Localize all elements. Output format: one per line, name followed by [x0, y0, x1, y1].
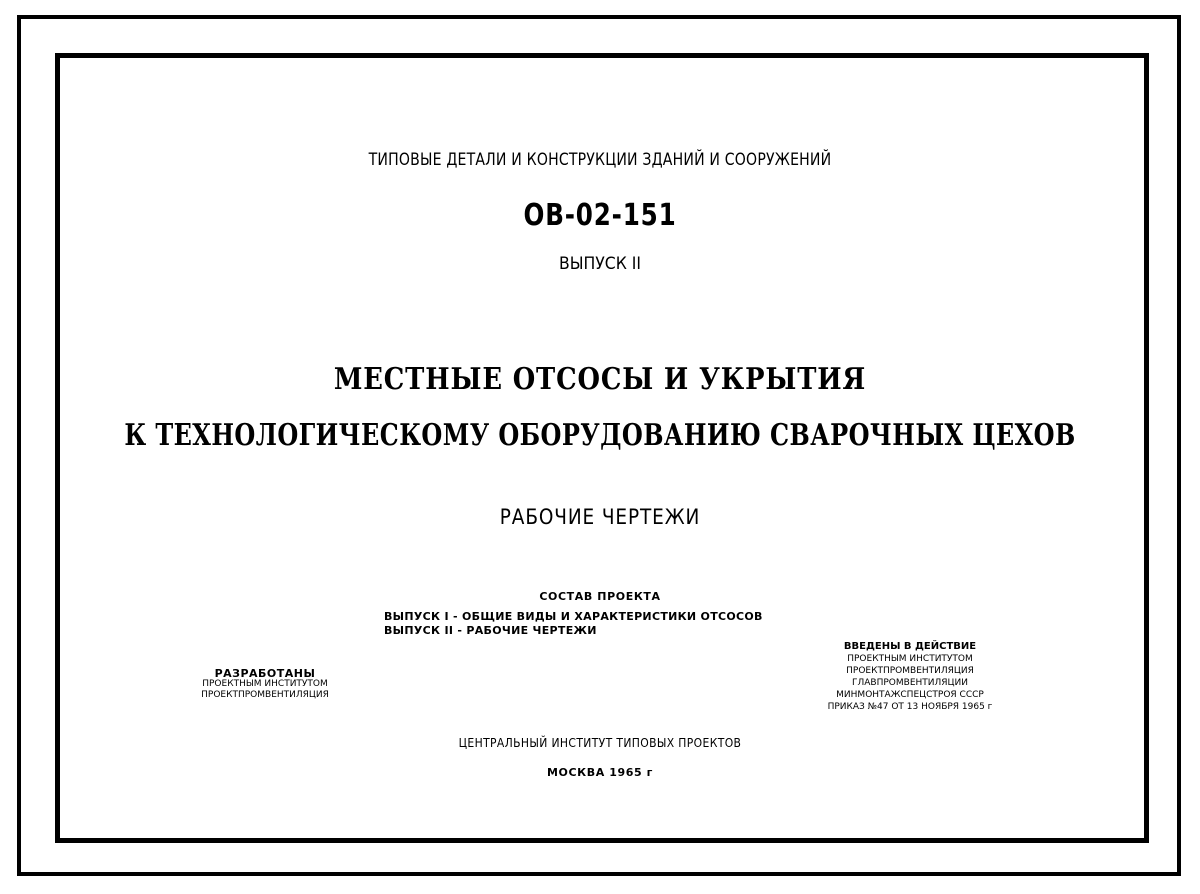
developed-by-block [140, 668, 390, 701]
composition-item: ВЫПУСК I - ОБЩИЕ ВИДЫ И ХАРАКТЕРИСТИКИ ОТСОСОВ [384, 610, 763, 623]
introduced-heading: ВВЕДЕНЫ В ДЕЙСТВИЕ [843, 641, 977, 652]
publisher-institute: ЦЕНТРАЛЬНЫЙ ИНСТИТУТ ТИПОВЫХ ПРОЕКТОВ [458, 736, 742, 750]
developed-by-line: ПРОЕКТПРОМВЕНТИЛЯЦИЯ [201, 690, 329, 700]
document-code: ОВ-02-151 [523, 198, 677, 233]
city-year: МОСКВА 1965 г [546, 766, 654, 779]
composition-heading: СОСТАВ ПРОЕКТА [539, 590, 661, 603]
introduced-line: ГЛАВПРОМВЕНТИЛЯЦИИ [852, 678, 968, 688]
composition-item: ВЫПУСК II - РАБОЧИЕ ЧЕРТЕЖИ [384, 624, 597, 637]
issue-number: ВЫПУСК II [558, 254, 642, 274]
introduced-line: ПРОЕКТПРОМВЕНТИЛЯЦИЯ [846, 666, 974, 676]
developed-by-heading: РАЗРАБОТАНЫ [214, 667, 316, 680]
subtitle: РАБОЧИЕ ЧЕРТЕЖИ [499, 505, 701, 529]
main-title-line-1: МЕСТНЫЕ ОТСОСЫ И УКРЫТИЯ [333, 362, 867, 397]
main-title-line-2: К ТЕХНОЛОГИЧЕСКОМУ ОБОРУДОВАНИЮ СВАРОЧНЫХ ЦЕХОВ [124, 418, 1076, 453]
developed-by-line: ПРОЕКТНЫМ ИНСТИТУТОМ [202, 679, 328, 689]
series-title: ТИПОВЫЕ ДЕТАЛИ И КОНСТРУКЦИИ ЗДАНИЙ И СООРУЖЕНИЙ [368, 150, 832, 170]
introduced-line: МИНМОНТАЖСПЕЦСТРОЯ СССР [836, 690, 984, 700]
composition-list [384, 610, 763, 638]
introduced-line: ПРОЕКТНЫМ ИНСТИТУТОМ [847, 654, 973, 664]
introduced-block [790, 641, 1030, 713]
introduced-order: ПРИКАЗ №47 ОТ 13 НОЯБРЯ 1965 г [827, 702, 993, 712]
